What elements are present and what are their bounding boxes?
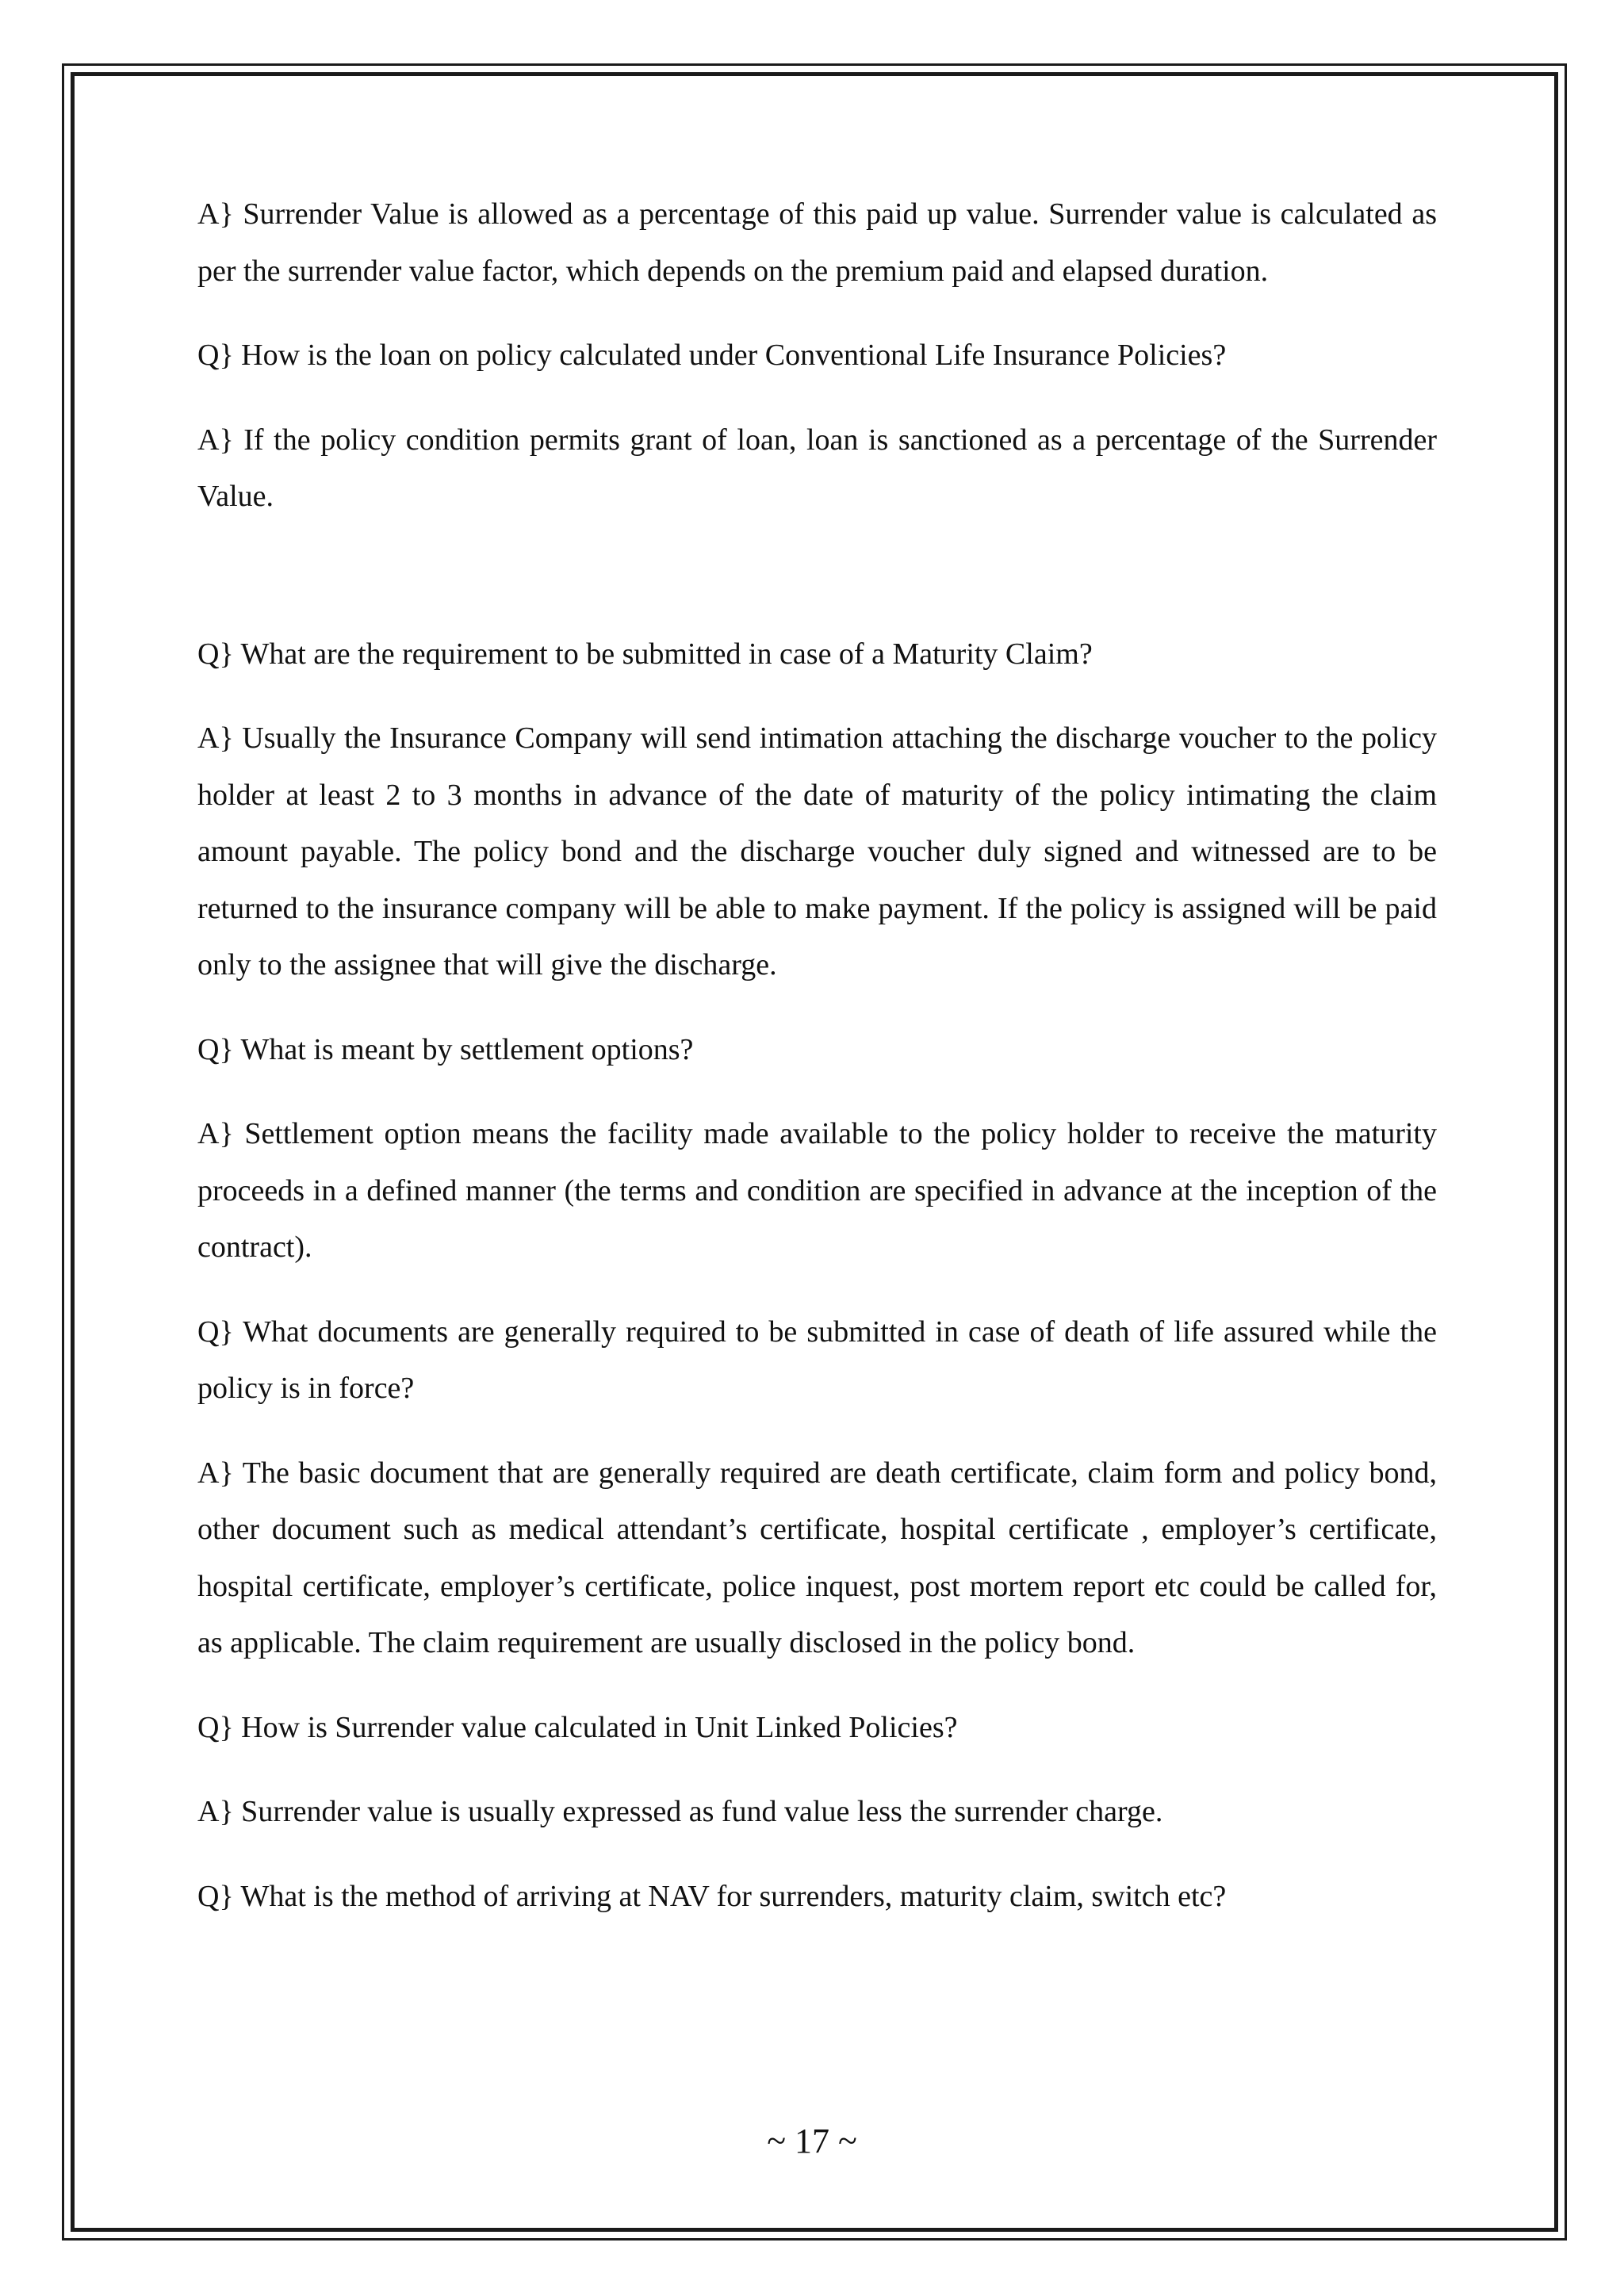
question-paragraph: Q} How is Surrender value calculated in Unit Linked Policies? — [197, 1710, 958, 1744]
answer-paragraph: A} Usually the Insurance Company will send intimation attaching the discharge voucher to the policy holder at least 2 to 3 months in advance of the date of maturity of the policy intimating the claim amount payable. The policy bond and the discharge voucher duly signed and witnessed are to be returned to the insurance company will be able to make payment. If the policy is assigned will be paid only to the assignee that will give the discharge. — [197, 721, 1437, 982]
question-paragraph: Q} How is the loan on policy calculated under Conventional Life Insurance Policies? — [197, 339, 1227, 372]
question-paragraph: Q} What documents are generally required to be submitted in case of death of life assured while the policy is in force? — [197, 1314, 1437, 1405]
answer-paragraph: A} If the policy condition permits grant of loan, loan is sanctioned as a percentage of the Surrender Value. — [197, 423, 1437, 513]
page-number: ~ 17 ~ — [767, 2122, 857, 2160]
document-body — [197, 186, 1437, 1953]
question-paragraph: Q} What is meant by settlement options? — [197, 1032, 694, 1066]
answer-paragraph: A} Settlement option means the facility made available to the policy holder to receive the maturity proceeds in a defined manner (the terms and condition are specified in advance at the inception of the contract). — [197, 1117, 1437, 1264]
answer-paragraph: A} Surrender Value is allowed as a percentage of this paid up value. Surrender value is calculated as per the surrender value factor, which depends on the premium paid and elapsed duration. — [197, 197, 1437, 288]
question-paragraph: Q} What is the method of arriving at NAV for surrenders, maturity claim, switch etc? — [197, 1879, 1227, 1913]
section-gap — [197, 553, 1437, 626]
question-paragraph: Q} What are the requirement to be submitted in case of a Maturity Claim? — [197, 637, 1093, 671]
answer-paragraph: A} Surrender value is usually expressed as fund value less the surrender charge. — [197, 1795, 1163, 1828]
answer-paragraph: A} The basic document that are generally required are death certificate, claim form and policy bond, other document such as medical attendant’s certificate, hospital certificate , employer’s certificate, hospital certificate, employer’s certificate, police inquest, post mortem report etc could be called for, as applicable. The claim requirement are usually disclosed in the policy bond. — [197, 1456, 1437, 1659]
